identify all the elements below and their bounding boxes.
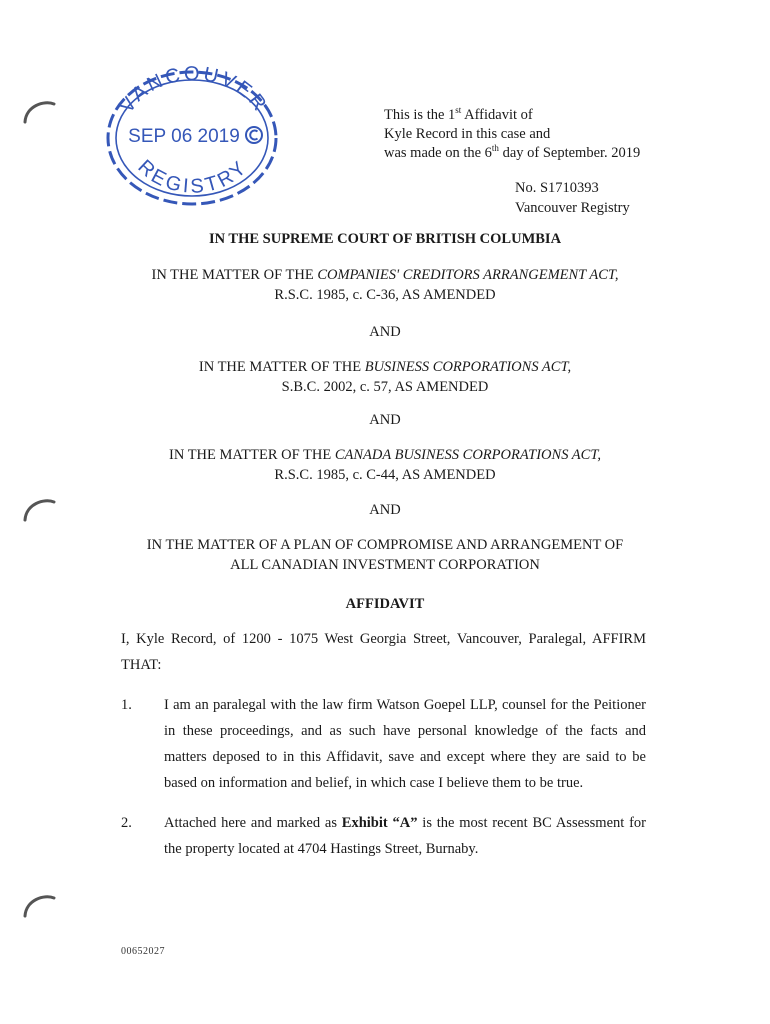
affidavit-header-line1: This is the 1st Affidavit of [384, 105, 533, 123]
file-number-block [515, 178, 630, 218]
file-number: No. S1710393 [515, 180, 599, 196]
and-separator: AND [369, 412, 401, 428]
and-separator: AND [369, 324, 401, 340]
affiant-intro: I, Kyle Record, of 1200 - 1075 West Georgia Street, Vancouver, Paralegal, AFFIRM THAT: [121, 631, 646, 673]
document-id: 00652027 [121, 946, 165, 957]
affidavit-title: AFFIDAVIT [345, 596, 425, 612]
affidavit-header-line3: was made on the 6th day of September. 2019 [384, 143, 641, 161]
matter-1: IN THE MATTER OF THE COMPANIES' CREDITORS ARRANGEMENT ACT, R.S.C. 1985, c. C-36, AS AMENDED [151, 267, 619, 303]
and-separator: AND [369, 502, 401, 518]
registry-name: Vancouver Registry [515, 200, 630, 216]
stamp-top-text: VANCOUVER [115, 62, 273, 118]
paragraph-number: 1. [121, 697, 132, 713]
stamp-bottom-text: REGISTRY [133, 155, 253, 199]
affidavit-header-line2: Kyle Record in this case and [384, 126, 551, 142]
paragraph-2-text: Attached here and marked as Exhibit “A” is the most recent BC Assessment for the property located at 4704 Hastings Street, Burnaby. [164, 815, 647, 857]
matter-2: IN THE MATTER OF THE BUSINESS CORPORATIONS ACT, S.B.C. 2002, c. 57, AS AMENDED [198, 359, 572, 395]
stamp-date: SEP 06 2019 [128, 126, 240, 147]
paragraph-number: 2. [121, 815, 132, 831]
hole-punch-mark [22, 98, 56, 124]
paragraph-1-text: I am an paralegal with the law firm Watson Goepel LLP, counsel for the Peitioner in these proceedings, and as such have personal knowledge of the facts and matters deposed to in this Affidavit, save and except where they are said to be based on information and belief, in which case I believe them to be true. [164, 697, 646, 791]
exhibit-label: Exhibit “A” [341, 815, 418, 831]
copyright-icon [246, 127, 262, 143]
court-title: IN THE SUPREME COURT OF BRITISH COLUMBIA [208, 231, 562, 247]
plan-matter: IN THE MATTER OF A PLAN OF COMPROMISE AND ARRANGEMENT OF ALL CANADIAN INVESTMENT CORPORATION [146, 537, 624, 573]
hole-punch-mark [22, 892, 56, 918]
matter-3: IN THE MATTER OF THE CANADA BUSINESS CORPORATIONS ACT, R.S.C. 1985, c. C-44, AS AMENDED [169, 447, 601, 483]
affidavit-header [384, 106, 640, 163]
registry-stamp [96, 60, 286, 210]
hole-punch-mark [22, 496, 56, 522]
